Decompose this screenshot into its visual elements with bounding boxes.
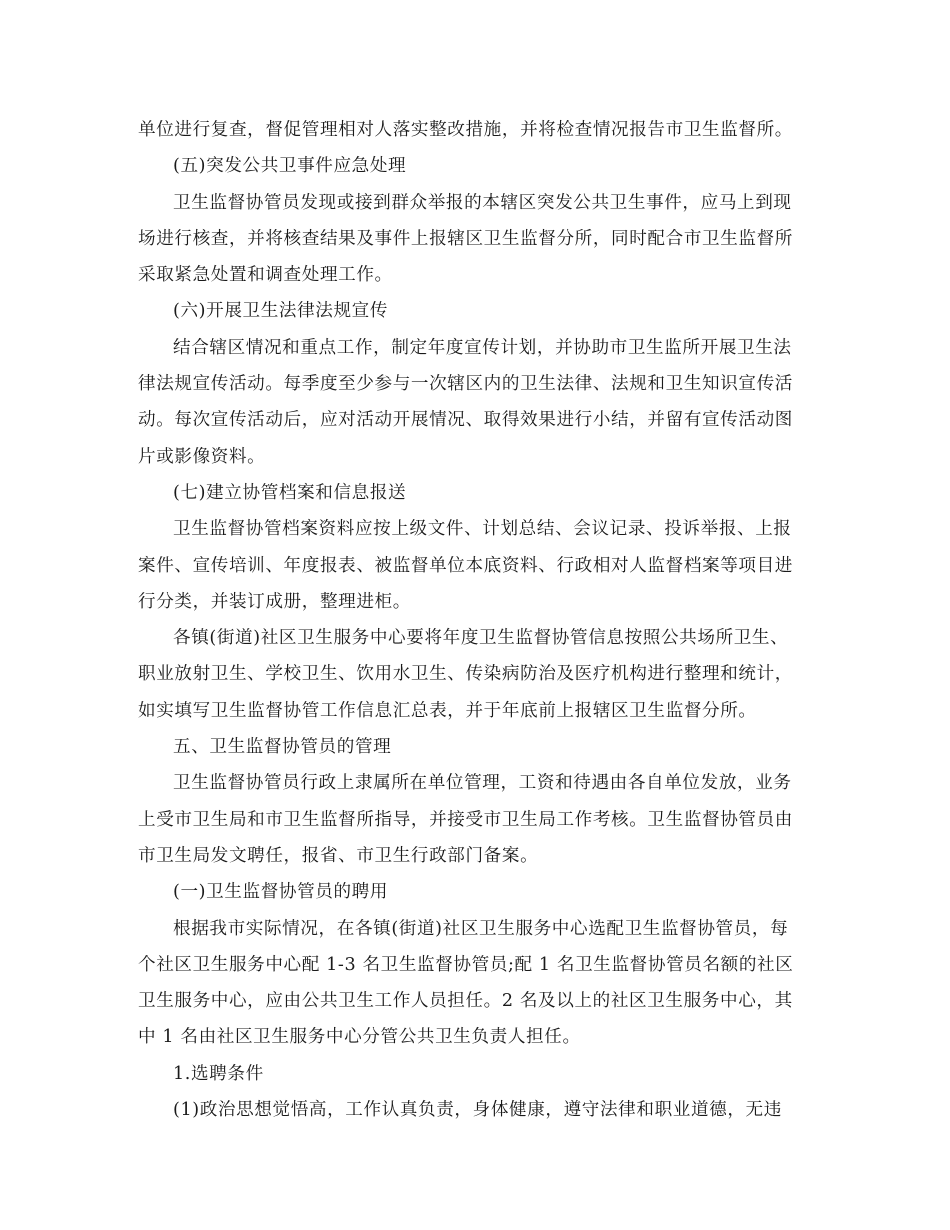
text-line: (五)突发公共卫事件应急处理 [173, 156, 407, 177]
text-line: 职业放射卫生、学校卫生、饮用水卫生、传染病防治及医疗机构进行整理和统计， [138, 664, 793, 685]
text-line: 律法规宣传活动。每季度至少参与一次辖区内的卫生法律、法规和卫生知识宣传活 [138, 374, 793, 395]
text-line: 卫生监督协管档案资料应按上级文件、计划总结、会议记录、投诉举报、上报 [173, 519, 792, 540]
text-line: 如实填写卫生监督协管工作信息汇总表，并于年底前上报辖区卫生监督分所。 [138, 700, 757, 721]
text-line: 市卫生局发文聘任，报省、市卫生行政部门备案。 [138, 845, 539, 866]
text-line: (七)建立协管档案和信息报送 [173, 482, 407, 503]
text-line: 片或影像资料。 [138, 446, 266, 467]
text-line: 卫生监督协管员发现或接到群众举报的本辖区突发公共卫生事件，应马上到现 [173, 192, 792, 213]
text-line: (一)卫生监督协管员的聘用 [173, 882, 389, 903]
text-line: 各镇(街道)社区卫生服务中心要将年度卫生监督协管信息按照公共场所卫生、 [173, 628, 789, 649]
document-body [138, 112, 814, 1128]
text-line: 1.选聘条件 [173, 1063, 264, 1084]
text-line: 中 1 名由社区卫生服务中心分管公共卫生负责人担任。 [138, 1027, 581, 1048]
text-line: 采取紧急处置和调查处理工作。 [138, 265, 393, 286]
text-line: 案件、宣传培训、年度报表、被监督单位本底资料、行政相对人监督档案等项目进 [138, 555, 793, 576]
text-line: (1)政治思想觉悟高，工作认真负责，身体健康，遵守法律和职业道德，无违 [173, 1100, 782, 1121]
text-line: 单位进行复查，督促管理相对人落实整改措施，并将检查情况报告市卫生监督所。 [138, 120, 793, 140]
text-line: 结合辖区情况和重点工作，制定年度宣传计划，并协助市卫生监所开展卫生法 [173, 337, 792, 358]
text-line: 行分类，并装订成册，整理进柜。 [138, 591, 411, 612]
text-line: 卫生服务中心，应由公共卫生工作人员担任。2 名及以上的社区卫生服务中心，其 [138, 991, 793, 1012]
text-line: 上受市卫生局和市卫生监督所指导，并接受市卫生局工作考核。卫生监督协管员由 [138, 809, 793, 830]
text-line: 动。每次宣传活动后，应对活动开展情况、取得效果进行小结，并留有宣传活动图 [138, 410, 793, 431]
text-line: 根据我市实际情况，在各镇(街道)社区卫生服务中心选配卫生监督协管员，每 [173, 918, 789, 939]
text-line: 场进行核查，并将核查结果及事件上报辖区卫生监督分所，同时配合市卫生监督所 [138, 228, 793, 249]
text-line: 个社区卫生服务中心配 1-3 名卫生监督协管员;配 1 名卫生监督协管员名额的社区 [138, 954, 794, 975]
text-line: 卫生监督协管员行政上隶属所在单位管理，工资和待遇由各自单位发放，业务 [173, 773, 792, 794]
text-line: 五、卫生监督协管员的管理 [173, 737, 392, 758]
text-line: (六)开展卫生法律法规宣传 [173, 301, 389, 322]
